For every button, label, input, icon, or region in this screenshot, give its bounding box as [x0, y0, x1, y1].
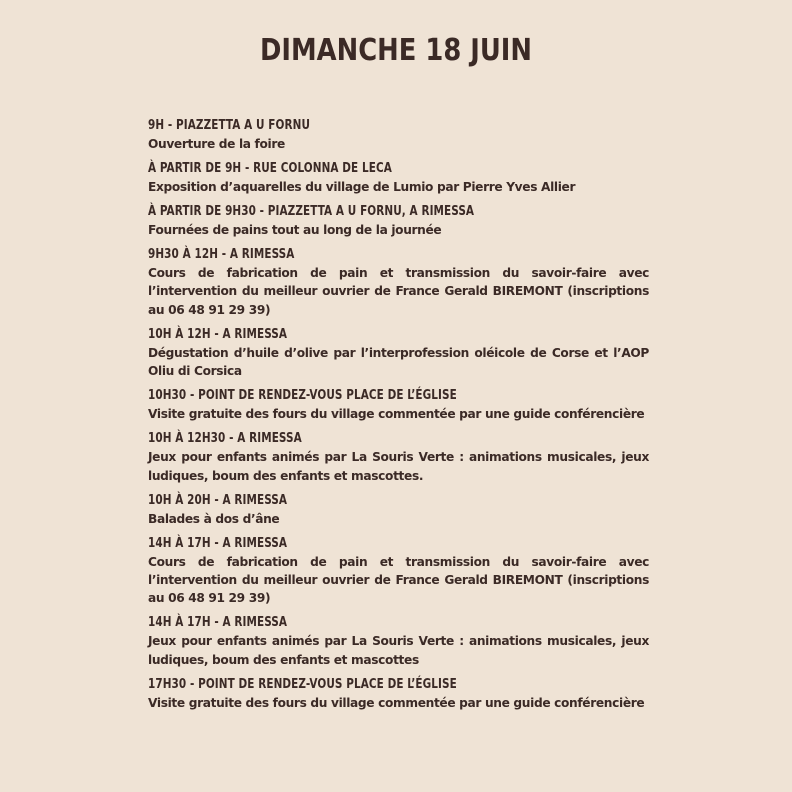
- schedule-item: [148, 387, 649, 423]
- schedule-item: [148, 614, 649, 669]
- event-time-location: À PARTIR DE 9H - RUE COLONNA DE LECA: [148, 161, 392, 176]
- event-time-location: À PARTIR DE 9H30 - PIAZZETTA A U FORNU, A RIMESSA: [148, 204, 475, 219]
- event-time-location: 14H À 17H - A RIMESSA: [148, 535, 288, 551]
- event-time-location: 10H À 12H30 - A RIMESSA: [148, 431, 302, 447]
- event-description: Cours de fabrication de pain et transmission du savoir-faire avec l’intervention du meilleur ouvrier de France Gerald BIREMONT (inscriptions au 06 48 91 29 39): [148, 554, 649, 606]
- event-time-location: 14H À 17H - A RIMESSA: [148, 615, 288, 631]
- event-description: Exposition d’aquarelles du village de Lumio par Pierre Yves Allier: [148, 180, 576, 194]
- event-description: Jeux pour enfants animés par La Souris Verte : animations musicales, jeux ludiques, boum des enfants et mascottes: [148, 634, 649, 667]
- schedule-item: [148, 492, 649, 528]
- event-description: Dégustation d’huile d’olive par l’interprofession oléicole de Corse et l’AOP Oliu di Corsica: [148, 345, 649, 379]
- event-description: Cours de fabrication de pain et transmission du savoir-faire avec l’intervention du meilleur ouvrier de France Gerald BIREMONT (inscriptions au 06 48 91 29 39): [148, 266, 649, 317]
- event-schedule: [148, 117, 649, 719]
- event-time-location: 10H À 20H - A RIMESSA: [148, 492, 288, 508]
- schedule-item: [148, 246, 649, 319]
- event-description: Visite gratuite des fours du village commentée par une guide conférencière: [148, 695, 645, 710]
- schedule-item: [148, 430, 649, 485]
- schedule-item: [148, 117, 649, 153]
- page-title: DIMANCHE 18 JUIN: [259, 33, 533, 68]
- schedule-item: [148, 676, 649, 712]
- event-time-location: 10H À 12H - A RIMESSA: [148, 326, 288, 342]
- event-description: Ouverture de la foire: [148, 137, 285, 151]
- event-description: Visite gratuite des fours du village commentée par une guide conférencière: [148, 407, 645, 422]
- event-description: Jeux pour enfants animés par La Souris Verte : animations musicales, jeux ludiques, boum des enfants et mascottes.: [148, 450, 649, 483]
- schedule-item: [148, 160, 649, 196]
- event-description: Balades à dos d’âne: [148, 511, 280, 526]
- schedule-item: [148, 203, 649, 239]
- schedule-item: [148, 326, 649, 381]
- schedule-item: [148, 535, 649, 608]
- event-time-location: 9H30 À 12H - A RIMESSA: [148, 247, 295, 262]
- event-description: Fournées de pains tout au long de la journée: [148, 223, 442, 237]
- event-time-location: 17H30 - POINT DE RENDEZ-VOUS PLACE DE L’ÉGLISE: [148, 676, 457, 692]
- event-time-location: 9H - PIAZZETTA A U FORNU: [148, 118, 311, 133]
- event-time-location: 10H30 - POINT DE RENDEZ-VOUS PLACE DE L’ÉGLISE: [148, 388, 457, 404]
